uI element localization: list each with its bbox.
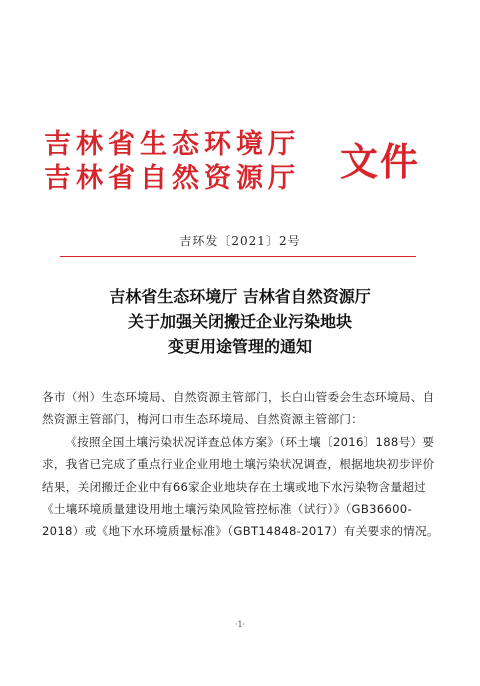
notice-body: [42, 386, 442, 543]
title-line-2: 关于加强关闭搬迁企业污染地块: [127, 312, 352, 331]
agency-name-natural-resources: 吉林省自然资源厅: [44, 163, 300, 194]
document-number: 吉环发〔2021〕2号: [179, 234, 301, 248]
body-paragraph: 《按照全国土壤污染状况详查总体方案》（环土壤〔2016〕188号）要求，我省已完成了重点行业企业用地土壤污染状况调查，根据地块初步评价结果，关闭搬迁企业中有66家企业地块存在土壤或地下水污染物含量超过《土壤环境质量建设用地土壤污染风险管控标准（试行）》（GB36600-2018）或《地下水环境质量标准》（GBT14848-2017）有关要求的情况。: [42, 434, 439, 539]
title-line-1: 吉林省生态环境厅 吉林省自然资源厅: [109, 287, 371, 306]
header-divider: [60, 256, 416, 257]
salutation: 各市（州）生态环境局、自然资源主管部门，长白山管委会生态环境局、自然资源主管部门，梅河口市生态环境局、自然资源主管部门：: [42, 390, 435, 427]
notice-title: [0, 284, 480, 359]
issuing-agencies: [44, 128, 344, 196]
title-line-3: 变更用途管理的通知: [167, 337, 312, 356]
page-number: ·1·: [234, 620, 246, 629]
agency-name-ecology: 吉林省生态环境厅: [44, 129, 300, 160]
document-label: 文件: [340, 139, 421, 184]
